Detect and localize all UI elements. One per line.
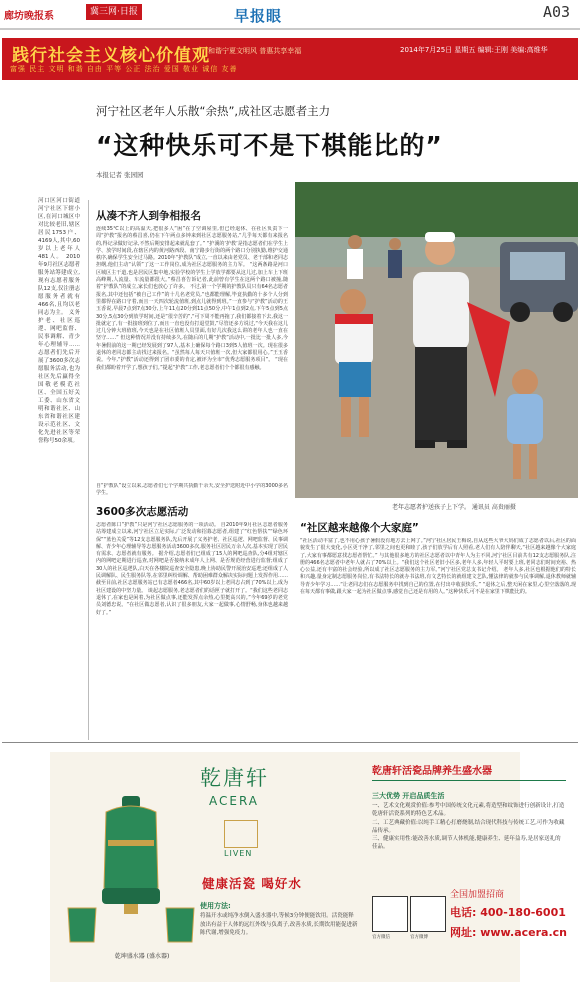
page-number: A03: [543, 3, 571, 21]
ad-contact: 全国加盟招商: [450, 890, 505, 900]
section-heading: 3600多次志愿活动: [96, 506, 189, 518]
sidebar-rule: [33, 193, 85, 194]
photo-caption: 老年志愿者护送孩子上下学。 通讯员 高贵丽摄: [392, 504, 516, 511]
ad-product-image: [66, 790, 196, 950]
article-kicker: 河宁社区老年人乐散“余热”,成社区志愿者主力: [96, 104, 331, 118]
brand-emblem-icon: [224, 820, 258, 848]
ad-advantage-item: 三、健康实用性:能改善水质,调节人体机能,健康养生、延年益寿,是居家送礼的佳品。: [372, 836, 561, 851]
article-byline: 本报记者 张园园: [96, 171, 144, 179]
section-body: 志愿者陈口“护教”只是河宁社区志愿服务的一项活动。 自2010年9月社区志愿者服务站筹建成立以来,河宁社区立足实际,广泛发动和招募志愿者,组建了“红色帮扶”“绿色环保”“蓝色关爱”等12支志愿服务队,先后开展了义务护老、社区巡逻、网吧监督、民事调解、青少年心理辅导等志愿服务活动3600多次,服务社区居民万余人次,基本实现了居民有需求、志愿者就有服务。 据介绍,志愿者们已组成了15人的网吧巡查队,分4组对辖区内的网吧定期进行巡查,对网吧是否接纳未成年人上网、是否规范经营进行监督;组成了30人的社区巡逻队,白天在各楼院巡查安全隐患,晚上协助民警开展治安巡逻;还组成了人民调解队、民生服务队等,在邻里纠纷调解、帮助困难群众解决实际问题上发挥作用……截至目前,社区志愿服务站已有志愿者466名,其中60岁以上老同志占到了70%以上,成为社区建设的中坚力量。 谈起志愿服务,老志愿者们的话匣子就打开了。“我们这些老同志退休了,在家也是闲着,为社区做点事,还能发挥点余热,心里挺高兴的。”今年69岁的老党员刘德忠说。“在社区做志愿者,认识了很多朋友,大家一起做事,心情舒畅,身体也越来越好了。”: [96, 522, 288, 616]
ad-advantage-item: 一、艺术文化观赏价值:参考中国传统文化元素,将造型和纹饰进行创新设计,打造乾唐轩活瓷系列的特色艺术品。: [372, 803, 565, 818]
section-body-ending: 自“护教队”设立以来,志愿者们七个学期共执勤干余天,安全护送附近中小学的3000多名学生。: [96, 483, 288, 497]
banner-subtitle: 和谐宁夏文明风 普惠共享幸福: [208, 47, 302, 55]
qr-code-icon[interactable]: [410, 896, 446, 932]
qr-code-icon[interactable]: [372, 896, 408, 932]
issue-info: 2014年7月25日 星期五 编辑:王刚 美编:高维华: [400, 46, 548, 54]
newspaper-logo: 廊坊晚报系: [4, 11, 54, 22]
ad-slogan: 健康活瓷 喝好水: [202, 876, 302, 891]
section-title: 早报眼: [234, 7, 283, 25]
section-heading: 从凑不齐人到争相报名: [96, 210, 201, 222]
ad-url[interactable]: 网址: www.acera.cn: [450, 926, 567, 939]
ad-advantage-item: 二、工艺典藏价值:以纯手工精心打磨烧制,结合现代科技与传统工艺,可作为收藏品传承。: [372, 819, 565, 834]
photo-illustration: [295, 182, 578, 498]
ad-headline: 乾唐轩活瓷品牌养生盛水器: [372, 766, 492, 777]
ad-usage-title: 使用方法:: [200, 902, 231, 910]
ad-usage-text: 将温开水或纯净水倒入盛水器中,等候3分钟便能饮用。活瓷能释放出有益于人体的远红外线与负离子,改善水质,长期饮用能促进新陈代谢,增强免疫力。: [200, 913, 358, 936]
qr-label: 官方微信: [372, 935, 390, 940]
ad-product-caption: 乾坤盛水器 (盛水器): [114, 953, 170, 960]
article-headline: “这种快乐可不是下棋能比的”: [96, 131, 443, 160]
ad-advantages-list: [372, 802, 566, 852]
column-divider: [88, 200, 89, 740]
ad-divider: [372, 780, 566, 781]
section-tag: 冀三网·日报: [86, 4, 142, 20]
banner-values: 富强 民主 文明 和谐 自由 平等 公正 法治 爱国 敬业 诚信 友善: [10, 65, 238, 73]
water-dispenser-illustration: [66, 790, 196, 950]
news-photo: [295, 182, 578, 498]
ad-advantages-title: 三大优势 开启品质生活: [372, 792, 445, 800]
sidebar-summary: [38, 197, 80, 559]
section-body: “社区活动丰富了,也不用心孩子暑假没有地方去上网了。”河宁社区居民王梅说,自从这些大爷大妈们成了志愿者以后,社区的面貌发生了很大变化,小区更干净了,邻里之间也更和睦了,孩子们放学后有人照看,老人们有人陪伴聊天,“社区越来越像个大家庭了,大家有事都愿意找志愿者帮忙。” 与其他很多地方的社区志愿者以中青年人为主不同,河宁社区目前共有12支志愿服务队,注册的466名志愿者中老年人就占了70%以上。“我们这个社区老旧小区多,老年人多,年轻人平时要上班,老同志们时间充裕、热心公益,还有丰富的社会经验,所以成了社区志愿服务的主力军。”河宁社区党总支书记介绍。 老年人多,社区也根据他们的特长和兴趣,量身定制志愿服务岗位,有书法特长的就办书法班,有文艺特长的就组建文艺队,懂法律的就参与民事调解,退休教师就辅导青少年学习……“让老同志们在志愿服务中找到自己的位置,在付出中收获快乐。” “退休之后,整天闲在家里,心里空落落的,现在每天都有事做,跟大家一起为社区做点事,感觉自己还是有用的人。”这种快乐,可不是在家里下棋能比的。: [300, 538, 576, 596]
section-heading: “社区越来越像个大家庭”: [300, 522, 419, 534]
sidebar-text: 河口区河口街道河宁社区下辖小区,在河口城区中对比较老旧,辖区居民1753户、4169人,其中,60岁以上老年人481人。 2010年9月社区志愿者服务站筹建成立,现有志愿者服务队12支,仅注册志愿服务者就有466名,且均以老同志为主。 义务护老、社区巡逻、网吧监督、民事调解、青少年心理辅导……志愿者们先后开展了3600多次志愿服务活动,也为社区先后赢得全国敬老模范社区、全国五好关工委、山东省文明和谐社区、山东省和谐社区建设示范社区、文化先进社区等荣誉称号50余项。: [38, 198, 80, 444]
section-body: 连续35℃以上的高温天,把很多人“困”在了空调屋里,但已经退休、在社区负责下一周“护教”报名的蔡昌喜,仍在下午两点多钟来到社区志愿服务站,“几乎每天都有来报名的,得记录做好记录,不然后期安排起来就乱套了。” “护溪的‘护教’是指志愿者们在学生上学、放学时间段,在辖区内的黄河路西段、南宁路步行街的两个路口分别执勤,维护交通秩序,确保学生安全过马路。2010年“护教队”成立,一直以来由老党员、老干部和老同志担纲,他们主动“认领”了这一工作岗位,成为社区志愿服务的主力军。 “这两条路是河口区城区主干道,也是居民区集中地,实验学校的学生上学放学都要从这儿过,加上车上下班高峰期,人流量、车流量都很大。”蔡昌喜告诉记者,此前曾有学生在这两个路口被撞,随着“护教队”的成立,家长们也放心了许多。 不过,第一个学期的护教队员只有64名志愿者报名,其中还包括“被自己工作”的十几名老党员,“也都能理解,毕竟执勤的十多个人分到里都得在路口守着,而且一天四次轮流值班,到点儿就得到班。”一直参与“护教”活动的王玉香说,早晨7点到7点30分,上午11点20分到11点50分,中午1点到2点,下午5点到5点30分,5点30分到放学时间,还是“很辛苦的”,“可下周不能再拖了,我们都接着下去,我这一批就定了,有一批接班到位了,而且一直也没有打退堂鼓,”尽管还多方说过,“今天我在这儿过几分钟大班值班,今天也是在社区值班人员里面,有好几次我这么讲的老年人也一直在坚守……” 但这种情况并没有持续多久,在随后的几期“护教”活动中,一批比一批人多,今年暑假前的这一期已经发展到了97人,基本上确保每个路口3到5人值班一次。现在很多退休的老同志都主动找过来报名。“虽然每人每天只值班一次,但大家都很用心。”王玉香说。今年,“护教”活动还得到了团市委的肯定,被评为全市“优秀志愿服务项目”。 “现在我们都盼着开学了,想孩子们。”提起“护教”工作,老志愿者们个个都很有感触。: [96, 226, 288, 371]
ad-emblem-text: LIVEN: [224, 849, 253, 858]
ad-brand-en: ACERA: [209, 794, 260, 808]
ad-phone[interactable]: 电话: 400-180-6001: [450, 906, 566, 919]
ad-brand: 乾唐轩: [200, 766, 269, 790]
qr-label: 官方微博: [410, 935, 428, 940]
banner-title: 践行社会主义核心价值观: [12, 46, 210, 66]
